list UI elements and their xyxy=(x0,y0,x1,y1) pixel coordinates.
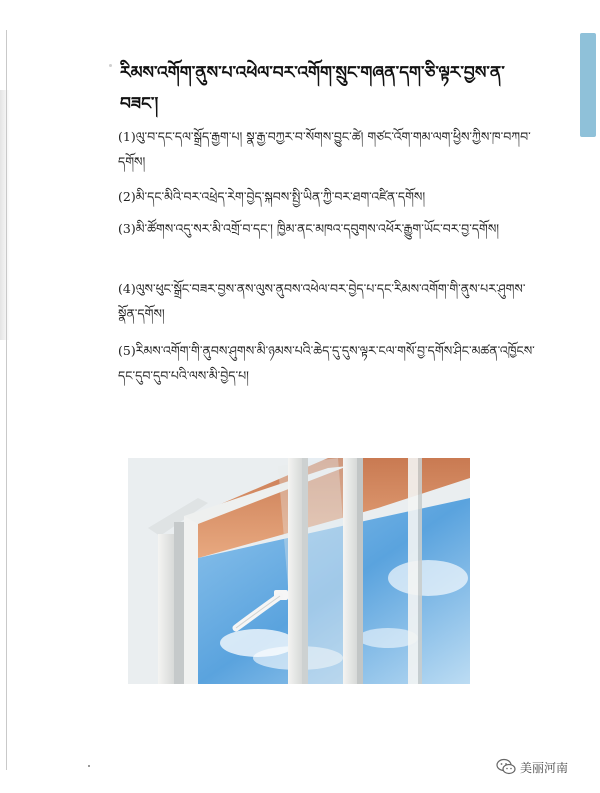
footer-mark xyxy=(88,765,90,767)
title-marker xyxy=(109,64,112,67)
scrollbar[interactable] xyxy=(580,30,598,780)
open-window-icon xyxy=(128,458,470,684)
list-item: (3)མི་ཚོགས་འདུ་སར་མི་འགྲོ་བ་དང་། ཁྱིམ་ནང་མཁའ་དབུགས་འཕོར་རྒྱུག་ཡོང་བར་བྱ་དགོས། xyxy=(118,221,500,236)
list-item: (1)ལུ་བ་དང་དལ་སྒྲོད་རྒྱག་པ། སྣ་རྒྱ་བཀྱར་བ་སོགས་བྱུང་ཚེ། གཙང་འོག་གམ་ལག་ཕྱིས་ཀྱིས་ཁ་བཀབ་དགོས། xyxy=(118,129,531,169)
window-photo xyxy=(128,458,470,684)
scrollbar-thumb[interactable] xyxy=(580,33,596,137)
watermark-text: 美丽河南 xyxy=(520,760,569,775)
list-item: (2)མི་དང་མིའི་བར་འཕྲེད་རེག་བྱེད་སྐབས་སྤྱི་ཡིན་ཀྱི་བར་ཐག་འཛིན་དགོས། xyxy=(118,189,426,204)
watermark xyxy=(496,757,568,777)
page-title: རིམས་འགོག་ནུས་པ་འཕེལ་བར་འགོག་སྲུང་གཞན་དག་ཅི་ལྟར་བྱས་ན་བཟང་། xyxy=(120,63,505,114)
wechat-icon xyxy=(496,758,516,776)
list-item: (5)རིམས་འགོག་གི་ནུབས་ཤུགས་མི་ཉམས་པའི་ཆེད་དུ་དུས་ལྟར་ངལ་གསོ་བྱ་དགོས་ཤིང་མཚན་འཁྱོངས་དང་དུབ་དུབ་པའི་ལས་མི་བྱེད་པ། xyxy=(118,343,535,383)
list-item: (4)ལུས་ཕུང་སྒྲོང་བཟར་བྱས་ནས་ལུས་ནུབས་འཕེལ་བར་བྱེད་པ་དང་རིམས་འགོག་གི་ནུས་པར་ཤུགས་སྣོན་དགོས། xyxy=(118,281,526,321)
